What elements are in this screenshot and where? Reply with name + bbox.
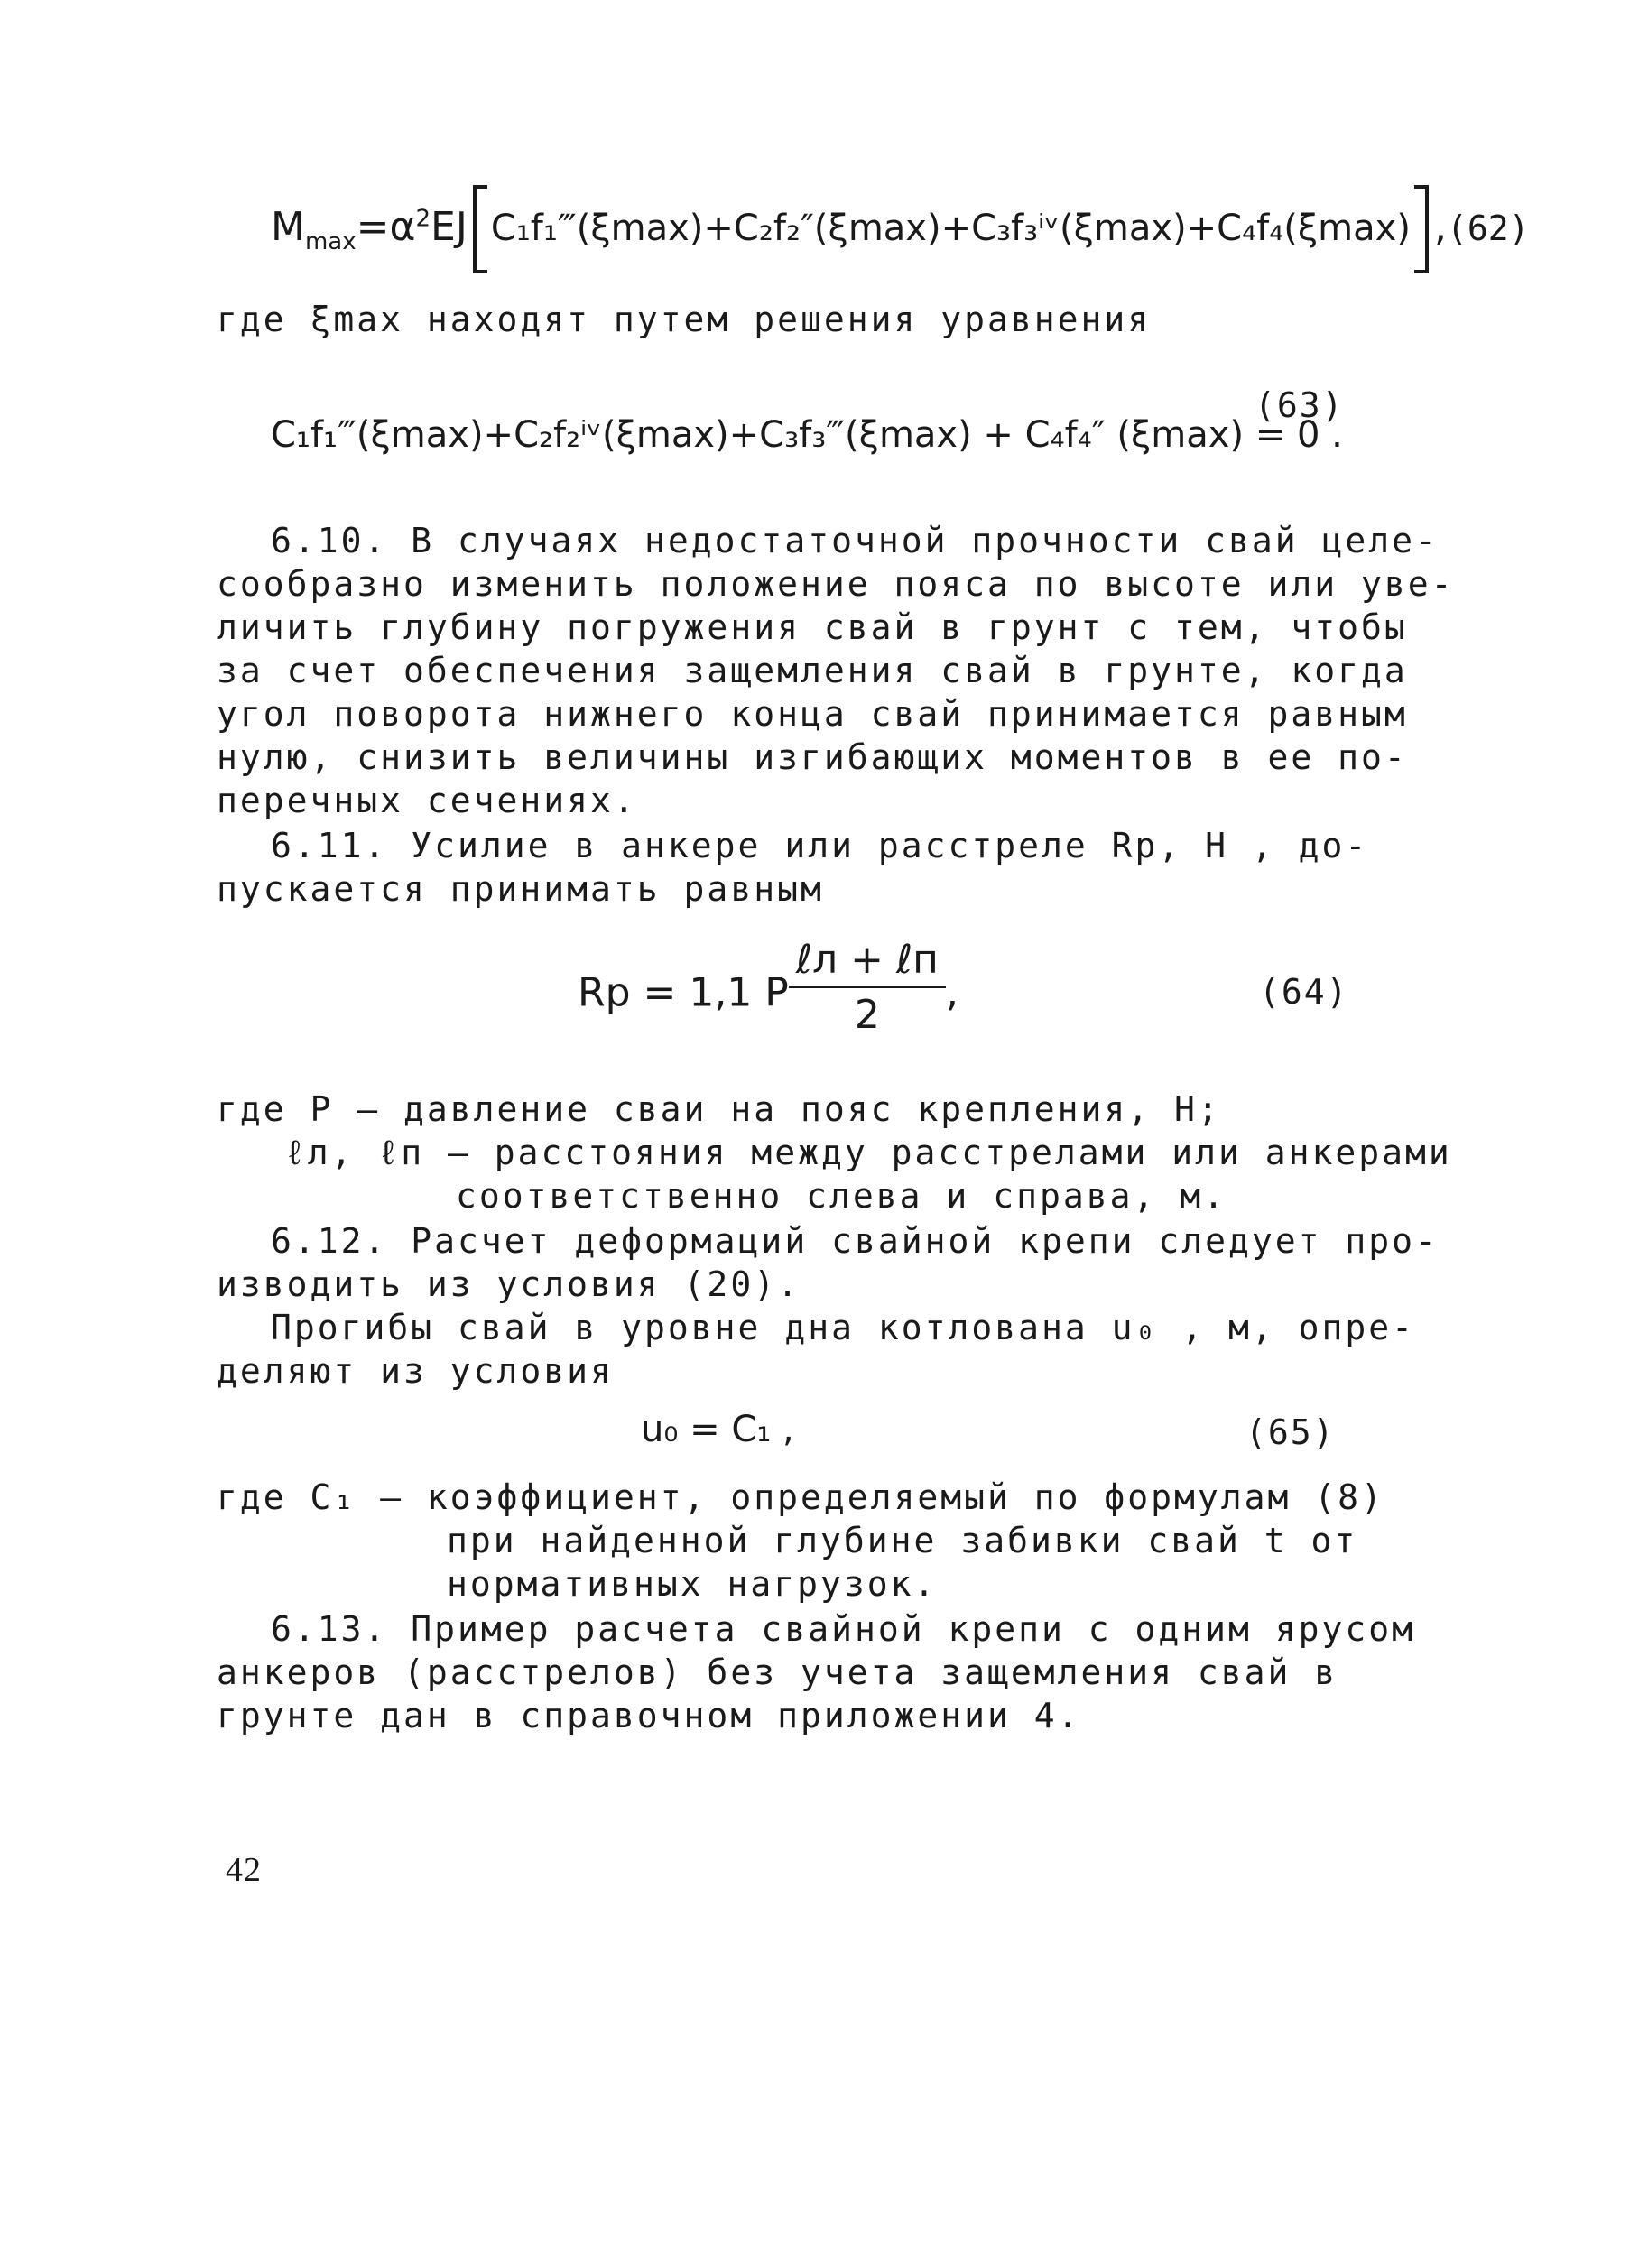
formula-64-numerator: ℓл + ℓп <box>789 940 946 988</box>
para-6-12-line-1: 6.12. Расчет деформаций свайной крепи следует про- <box>271 1221 1439 1261</box>
where-64-line-1: где P – давление сваи на пояс крепления, Н; <box>217 1089 1221 1129</box>
formula-62-right-bracket <box>1414 185 1429 273</box>
para-6-11-line-2: пускается принимать равным <box>217 869 824 909</box>
where-64-line-3: соответственно слева и справа, м. <box>456 1176 1227 1216</box>
formula-62-trail: , <box>1433 204 1447 250</box>
formula-62-number: (62) <box>1446 208 1530 248</box>
formula-62-lhs-sub: max <box>304 227 357 255</box>
formula-62-eq-prefix: =α <box>356 204 416 250</box>
formula-64-denominator: 2 <box>854 992 880 1038</box>
formula-63-number: (63) <box>1255 385 1345 425</box>
para-6-13-line-2: анкеров (расстрелов) без учета защемления свай в <box>217 1652 1338 1692</box>
formula-62-ej: EJ <box>431 204 468 250</box>
formula-64-fraction <box>789 937 946 1038</box>
formula-62 <box>271 185 1529 273</box>
where-65-line-2: при найденной глубине забивки свай t от <box>447 1521 1358 1560</box>
para-6-10-line-5: угол поворота нижнего конца свай принимается равным <box>217 694 1408 734</box>
para-6-13-line-1: 6.13. Пример расчета свайной крепи с одним ярусом <box>271 1609 1416 1649</box>
formula-62-lhs: M <box>271 204 305 250</box>
formula-63: C₁f₁‴(ξmax)+C₂f₂ⁱᵛ(ξmax)+C₃f₃‴(ξmax) + C₄f₄″ (ξmax) = 0 . <box>271 414 1343 456</box>
formula-65-number: (65) <box>1245 1412 1336 1452</box>
para-6-12-line-2: изводить из условия (20). <box>217 1264 801 1304</box>
where-65-line-1: где C₁ – коэффициент, определяемый по формулам (8) <box>217 1477 1384 1517</box>
formula-64 <box>578 937 958 1042</box>
para-6-10-line-6: нулю, снизить величины изгибающих моментов в ее по- <box>217 737 1408 777</box>
para-6-10-line-2: сообразно изменить положение пояса по высоте или уве- <box>217 564 1455 604</box>
para-deflection-line-1: Прогибы свай в уровне дна котлована u₀ , м, опре- <box>271 1308 1416 1347</box>
para-6-10-line-3: личить глубину погружения свай в грунт с тем, чтобы <box>217 607 1408 647</box>
formula-64-number: (64) <box>1259 972 1349 1012</box>
formula-62-left-bracket <box>473 185 487 273</box>
page-number: 42 <box>226 1851 262 1889</box>
formula-62-alpha-sup: 2 <box>415 205 431 233</box>
formula-65: u₀ = C₁ , <box>641 1409 794 1450</box>
para-6-11-line-1: 6.11. Усилие в анкере или расстреле Rр, H , до- <box>271 826 1369 866</box>
formula-64-trail: , <box>945 969 958 1016</box>
formula-64-lhs: Rр = 1,1 P <box>578 969 789 1016</box>
formula-62-body: C₁f₁‴(ξmax)+C₂f₂″(ξmax)+C₃f₃ⁱᵛ(ξmax)+C₄f₄(ξmax) <box>490 208 1411 249</box>
para-6-13-line-3: грунте дан в справочном приложении 4. <box>217 1696 1081 1736</box>
para-6-10-line-4: за счет обеспечения защемления свай в грунте, когда <box>217 651 1408 690</box>
where-64-line-2: ℓл, ℓп – расстояния между расстрелами или анкерами <box>284 1133 1452 1172</box>
where-clause-62: где ξmax находят путем решения уравнения <box>217 300 1152 339</box>
para-6-10-line-7: перечных сечениях. <box>217 781 637 820</box>
where-65-line-3: нормативных нагрузок. <box>447 1564 938 1604</box>
para-6-10-line-1: 6.10. В случаях недостаточной прочности свай целе- <box>271 521 1439 560</box>
para-deflection-line-2: деляют из условия <box>217 1351 614 1391</box>
